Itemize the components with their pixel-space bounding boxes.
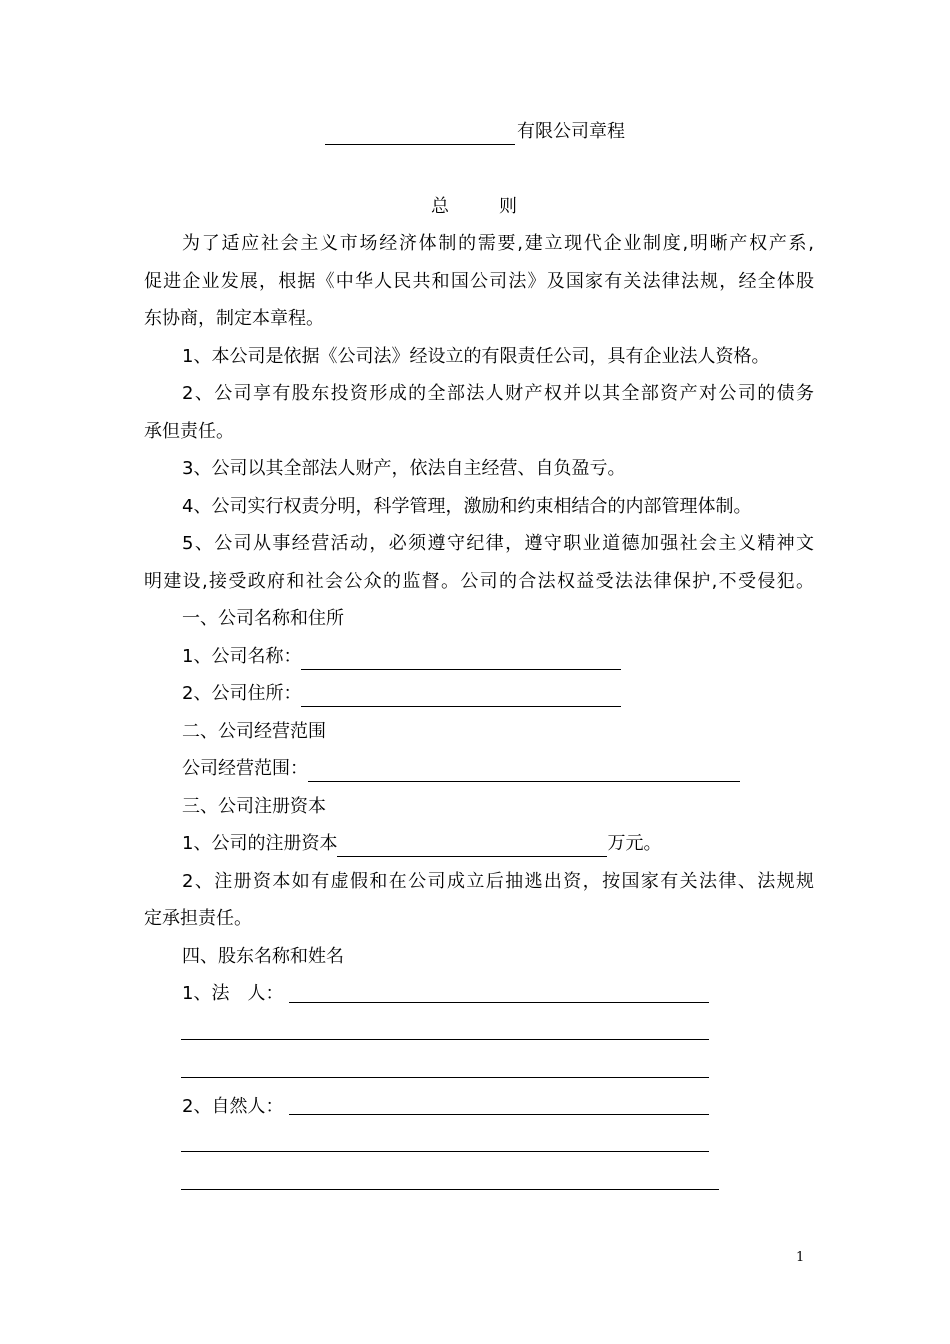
natural-person-field[interactable]: [289, 1114, 709, 1115]
article-5-line-2: 明建设,接受政府和社会公众的监督。公司的合法权益受法法律保护,不受侵犯。: [144, 571, 814, 592]
preamble-line-3: 东协商，制定本章程。: [144, 308, 324, 329]
section-2-heading: 二、公司经营范围: [182, 721, 326, 742]
section-3-item-2-line-2: 定承担责任。: [144, 908, 252, 929]
legal-person-field-line-2[interactable]: [181, 1039, 709, 1040]
document-title-text: 有限公司章程: [517, 121, 625, 142]
business-scope-field[interactable]: [308, 763, 740, 782]
company-address-field[interactable]: [301, 688, 621, 707]
article-5-line-1: 5、公司从事经营活动，必须遵守纪律，遵守职业道德加强社会主义精神文: [182, 533, 814, 554]
section-3-item-2-line-1: 2、注册资本如有虚假和在公司成立后抽逃出资，按国家有关法律、法规规: [182, 871, 814, 892]
company-name-blank[interactable]: [325, 126, 515, 145]
registered-capital-label: 1、公司的注册资本: [182, 833, 338, 854]
company-name-row: [182, 644, 852, 670]
business-scope-row: [182, 756, 852, 782]
article-2-line-2: 承但责任。: [144, 421, 234, 442]
company-address-label: 2、公司住所：: [182, 683, 302, 704]
legal-person-label: 1、法 人：: [182, 983, 284, 1004]
article-2-line-1: 2、公司享有股东投资形成的全部法人财产权并以其全部资产对公司的债务: [182, 383, 814, 404]
natural-person-row: [182, 1094, 852, 1120]
section-3-heading: 三、公司注册资本: [182, 796, 326, 817]
document-title: [0, 119, 950, 145]
company-name-field[interactable]: [301, 651, 621, 670]
registered-capital-field[interactable]: [337, 838, 607, 857]
preamble-line-1: 为了适应社会主义市场经济体制的需要,建立现代企业制度,明晰产权产系,: [182, 233, 814, 254]
company-address-row: [182, 681, 852, 707]
registered-capital-unit: 万元。: [607, 833, 662, 854]
natural-person-field-line-3[interactable]: [181, 1189, 719, 1190]
article-1: 1、本公司是依据《公司法》经设立的有限责任公司，具有企业法人资格。: [182, 346, 770, 367]
business-scope-label: 公司经营范围：: [182, 758, 308, 779]
article-3: 3、公司以其全部法人财产，依法自主经营、自负盈亏。: [182, 458, 626, 479]
legal-person-field-line-3[interactable]: [181, 1077, 709, 1078]
natural-person-field-line-2[interactable]: [181, 1151, 709, 1152]
preamble-line-2: 促进企业发展，根据《中华人民共和国公司法》及国家有关法律法规，经全体股: [144, 271, 814, 292]
registered-capital-row: [182, 831, 852, 857]
legal-person-row: [182, 981, 852, 1007]
legal-person-field[interactable]: [289, 1002, 709, 1003]
page-number: 1: [796, 1250, 805, 1265]
company-name-label: 1、公司名称：: [182, 646, 302, 667]
section-1-heading: 一、公司名称和住所: [182, 608, 344, 629]
natural-person-label: 2、自然人：: [182, 1096, 284, 1117]
section-4-heading: 四、股东名称和姓名: [182, 946, 344, 967]
general-provisions-heading: 总 则: [431, 196, 519, 217]
article-4: 4、公司实行权责分明，科学管理，激励和约束相结合的内部管理体制。: [182, 496, 752, 517]
